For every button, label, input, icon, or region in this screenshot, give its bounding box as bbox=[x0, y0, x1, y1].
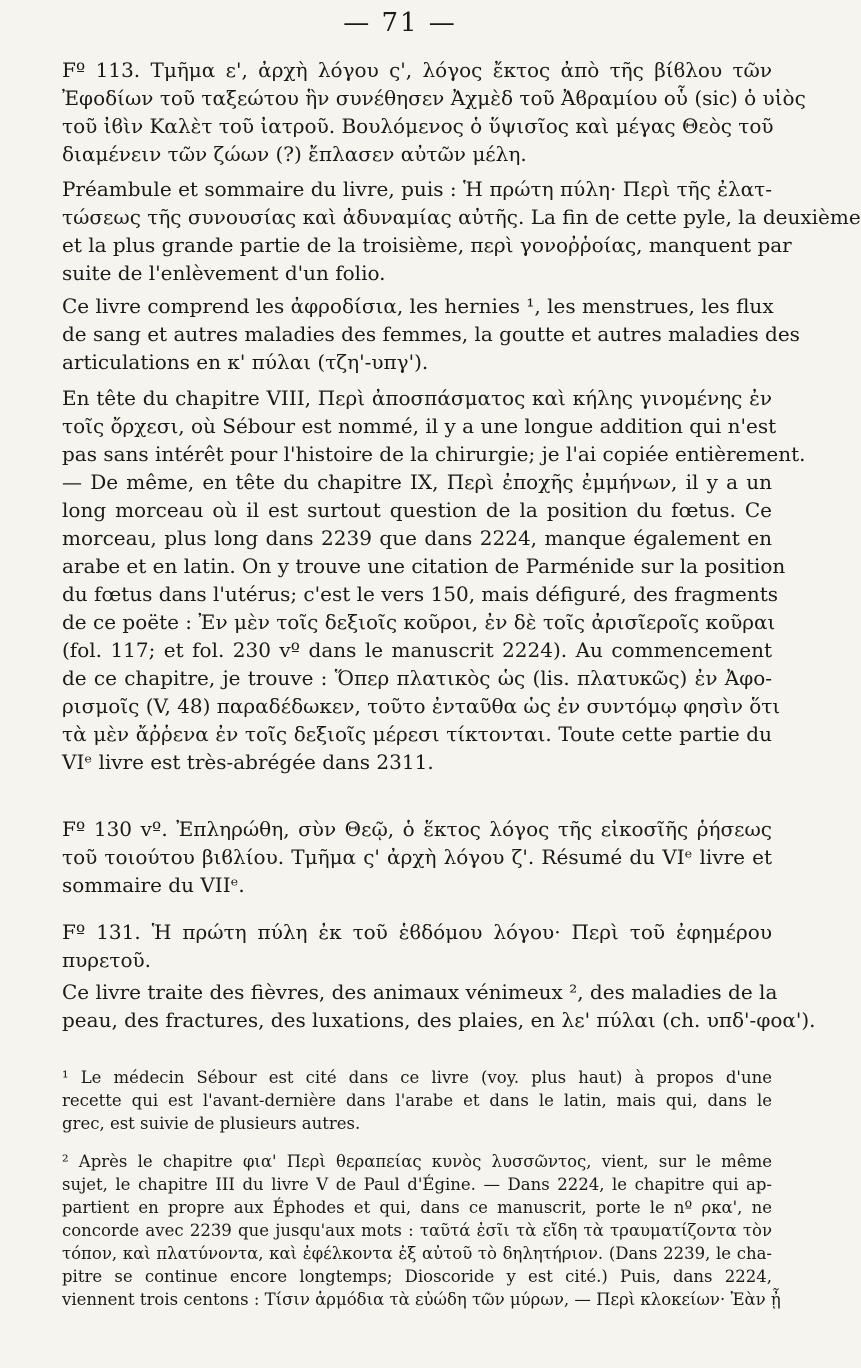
text-line: et la plus grande partie de la troisième, περὶ γονοῤῥοίας, manquent par bbox=[62, 233, 792, 257]
paragraph-livre-vii bbox=[62, 978, 816, 1034]
text-line: de ce chapitre, je trouve : Ὅπερ πλατικὸς ὡς (lis. πλατυκῶς) ἐν Ἀφο- bbox=[62, 666, 772, 690]
text-line: pas sans intérêt pour l'histoire de la chirurgie; je l'ai copiée entièrement. bbox=[62, 442, 806, 466]
text-line: ρισμοῖς (V, 48) παραδέδωκεν, τοῦτο ἐνταῦθα ὡς ἐν συντόμῳ φησὶν ὅτι bbox=[62, 694, 781, 718]
text-line: τοῦ τοιούτου βιϐλίου. Τμῆμα ς' ἀρχὴ λόγου ζ'. Résumé du VIᵉ livre et bbox=[62, 845, 772, 869]
text-line: Ce livre traite des fièvres, des animaux vénimeux ², des maladies de la bbox=[62, 980, 778, 1004]
text-line: Fº 131. Ἡ πρώτη πύλη ἐκ τοῦ ἑϐδόμου λόγου· Περὶ τοῦ ἐφημέρου bbox=[62, 920, 772, 944]
text-line: Fº 113. Τμῆμα ε', ἀρχὴ λόγου ς', λόγος ἔκτος ἀπὸ τῆς βίϐλου τῶν bbox=[62, 58, 772, 82]
text-line: πυρετοῦ. bbox=[62, 948, 152, 972]
text-line: διαμένειν τῶν ζώων (?) ἔπλασεν αὐτῶν μέλη. bbox=[62, 142, 527, 166]
footnote-line: pitre se continue encore longtemps; Dioscoride y est cité.) Puis, dans 2224, bbox=[62, 1267, 772, 1286]
footnote-line: concorde avec 2239 que jusqu'aux mots : ταῦτά ἐσῖι τὰ εἴδη τὰ τραυματίζοντα τὸν bbox=[62, 1221, 772, 1240]
text-line: peau, des fractures, des luxations, des plaies, en λε' πύλαι (ch. υπδ'-φοα'). bbox=[62, 1008, 816, 1032]
text-line: arabe et en latin. On y trouve une citation de Parménide sur la position bbox=[62, 554, 786, 578]
paragraph-f113 bbox=[62, 56, 806, 168]
footnote-2 bbox=[62, 1150, 781, 1311]
text-line: — De même, en tête du chapitre IX, Περὶ ἐποχῆς ἐμμήνων, il y a un bbox=[62, 470, 772, 494]
text-line: suite de l'enlèvement d'un folio. bbox=[62, 261, 386, 285]
footnote-1 bbox=[62, 1066, 772, 1135]
text-line: de ce poëte : Ἐν μὲν τοῖς δεξιοῖς κοῦροι, ἐν δὲ τοῖς ἀρισῖεροῖς κοῦραι bbox=[62, 610, 776, 634]
page-number: — 71 — bbox=[343, 8, 457, 38]
text-line: τοῖς ὄρχεσι, où Sébour est nommé, il y a une longue addition qui n'est bbox=[62, 414, 777, 438]
text-line: morceau, plus long dans 2239 que dans 2224, manque également en bbox=[62, 526, 772, 550]
footnote-line: ² Après le chapitre φια' Περὶ θεραπείας κυνὸς λυσσῶντος, vient, sur le même bbox=[62, 1152, 772, 1171]
paragraph-chapitre-viii bbox=[62, 384, 806, 776]
text-line: τὰ μὲν ἄῤῥενα ἐν τοῖς δεξιοῖς μέρεσι τίκτονται. Toute cette partie du bbox=[62, 722, 772, 746]
text-line: articulations en κ' πύλαι (τζη'-υπγ'). bbox=[62, 350, 429, 374]
footnote-line: grec, est suivie de plusieurs autres. bbox=[62, 1114, 361, 1133]
paragraph-contenu bbox=[62, 292, 800, 376]
footnote-line: τόπον, καὶ πλατύνοντα, καὶ ἐφέλκοντα ἐξ αὐτοῦ τὸ δηλητήριον. (Dans 2239, le cha- bbox=[62, 1244, 772, 1263]
text-line: Préambule et sommaire du livre, puis : Ἡ πρώτη πύλη· Περὶ τῆς ἐλατ- bbox=[62, 177, 772, 201]
text-line: Ce livre comprend les ἀφροδίσια, les hernies ¹, les menstrues, les flux bbox=[62, 294, 774, 318]
paragraph-f130 bbox=[62, 815, 772, 899]
text-line: du fœtus dans l'utérus; c'est le vers 150, mais défiguré, des fragments bbox=[62, 582, 779, 606]
text-line: En tête du chapitre VIII, Περὶ ἀποσπάσματος καὶ κήλης γινομένης ἐν bbox=[62, 386, 772, 410]
text-line: τώσεως τῆς συνουσίας καὶ ἀδυναμίας αὐτῆς. La fin de cette pyle, la deuxième bbox=[62, 205, 861, 229]
paragraph-preambule bbox=[62, 175, 861, 287]
footnote-line: sujet, le chapitre III du livre V de Paul d'Égine. — Dans 2224, le chapitre qui ap- bbox=[62, 1175, 772, 1194]
text-line: τοῦ ἰϐὶν Καλὲτ τοῦ ἰατροῦ. Βουλόμενος ὁ ὕψισῖος καὶ μέγας Θεὸς τοῦ bbox=[62, 114, 774, 138]
footnote-line: partient en propre aux Éphodes et qui, dans ce manuscrit, porte le nº ρκα', ne bbox=[62, 1198, 772, 1217]
text-line: Ἐφοδίων τοῦ ταξεώτου ἣν συνέθησεν Ἀχμὲδ τοῦ Ἀϐραμίου οὗ (sic) ὁ υἱὸς bbox=[62, 86, 806, 110]
text-line: VIᵉ livre est très-abrégée dans 2311. bbox=[62, 750, 434, 774]
text-line: sommaire du VIIᵉ. bbox=[62, 873, 245, 897]
text-line: Fº 130 vº. Ἐπληρώθη, σὺν Θεῷ, ὁ ἕκτος λόγος τῆς εἰκοσῖῆς ῥήσεως bbox=[62, 817, 772, 841]
text-line: (fol. 117; et fol. 230 vº dans le manuscrit 2224). Au commencement bbox=[62, 638, 772, 662]
footnote-line: ¹ Le médecin Sébour est cité dans ce livre (voy. plus haut) à propos d'une bbox=[62, 1068, 772, 1087]
text-line: long morceau où il est surtout question de la position du fœtus. Ce bbox=[62, 498, 772, 522]
paragraph-f131 bbox=[62, 918, 772, 974]
footnote-line: viennent trois centons : Τίσιν ἁρμόδια τὰ εὐώδη τῶν μύρων, — Περὶ κλοκείων· Ἐὰν ᾖ bbox=[62, 1290, 781, 1309]
footnote-line: recette qui est l'avant-dernière dans l'arabe et dans le latin, mais qui, dans le bbox=[62, 1091, 772, 1110]
text-line: de sang et autres maladies des femmes, la goutte et autres maladies des bbox=[62, 322, 800, 346]
